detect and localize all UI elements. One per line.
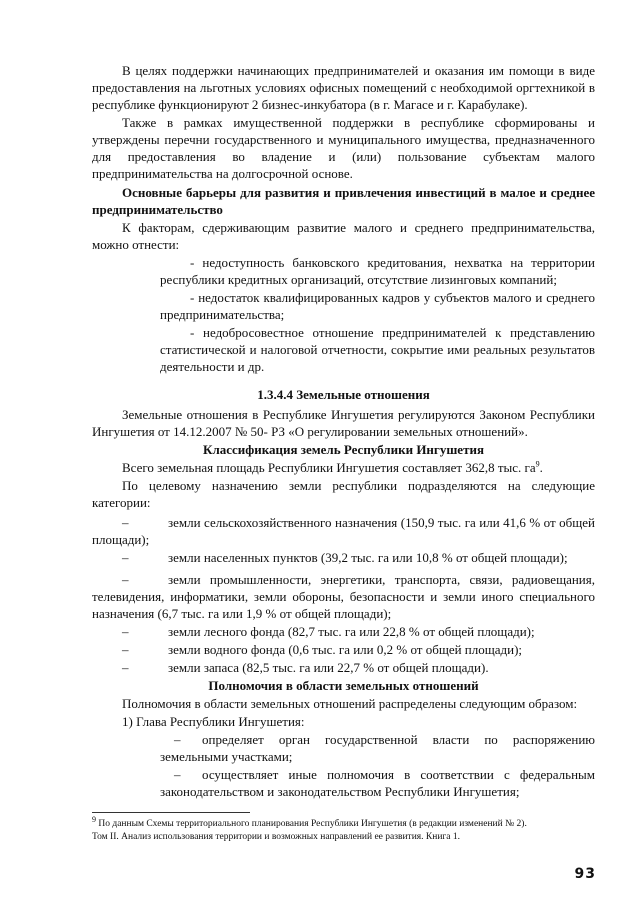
- land-category-item: [92, 623, 595, 640]
- barrier-item: - недобросовестное отношение предпринимателей к представлению статистической и налоговой отчетности, сокрытие ими реальных результатов деятельности и др.: [160, 325, 595, 374]
- barrier-item: - недоступность банковского кредитования, нехватка на территории республики кредитных организаций, отсутствие лизинговых компаний;: [160, 255, 595, 287]
- land-category-text: земли населенных пунктов (39,2 тыс. га или 10,8 % от общей площади);: [168, 550, 568, 565]
- land-category-text: земли водного фонда (0,6 тыс. га или 0,2 % от общей площади);: [168, 642, 523, 657]
- paragraph-factors-intro: К факторам, сдерживающим развитие малого и среднего предпринимательства, можно отнести:: [92, 220, 595, 252]
- paragraph-business-incubators: В целях поддержки начинающих предпринимателей и оказания им помощи в виде предоставления на льготных условиях офисных помещений с необходимой оргтехникой в республике функционируют 2 бизнес-инкубатора (в г. Магасе и г. Карабулаке).: [92, 63, 595, 112]
- paragraph-total-area: [92, 459, 595, 476]
- land-category-item: [92, 659, 595, 676]
- power-text: осуществляет иные полномочия в соответствии с федеральным законодательством и законодательством Республики Ингушетия;: [160, 767, 595, 799]
- dash-marker: –: [122, 572, 129, 587]
- paragraph-categories-intro: По целевому назначению земли республики подразделяются на следующие категории:: [92, 478, 595, 510]
- land-category-item: [92, 549, 595, 566]
- land-category-item: [92, 514, 595, 548]
- footnote-line-2: Том II. Анализ использования территории и возможных направлений ее развития. Книга 1.: [92, 832, 461, 842]
- power-text: определяет орган государственной власти по распоряжению земельными участками;: [160, 732, 595, 764]
- paragraph-head-of-republic: 1) Глава Республики Ингушетия:: [122, 714, 305, 729]
- dash-marker: –: [174, 732, 181, 747]
- land-category-text: земли промышленности, энергетики, транспорта, связи, радиовещания, телевидения, информатики, земли обороны, безопасности и земли иного специального назначения (6,7 тыс. га или 1,9 % от общей площади);: [92, 572, 595, 621]
- section-heading-land-relations: 1.3.4.4 Земельные отношения: [257, 387, 430, 402]
- footnote-divider: [92, 812, 250, 813]
- dash-marker: –: [122, 642, 129, 657]
- land-category-text: земли сельскохозяйственного назначения (150,9 тыс. га или 41,6 % от общей площади);: [92, 515, 595, 547]
- land-category-item: [92, 641, 595, 658]
- footnote-line-1: [92, 814, 595, 831]
- land-category-item: [92, 571, 595, 622]
- dash-marker: –: [122, 660, 129, 675]
- paragraph-land-law: Земельные отношения в Республике Ингушетия регулируются Законом Республики Ингушетия от 14.12.2007 № 50- РЗ «О регулировании земельных отношений».: [92, 407, 595, 439]
- land-category-text: земли лесного фонда (82,7 тыс. га или 22,8 % от общей площади);: [168, 624, 535, 639]
- page-number: 93: [574, 866, 596, 882]
- section-heading-powers: Полномочия в области земельных отношений: [208, 678, 479, 693]
- section-heading-land-classification: Классификация земель Республики Ингушетия: [203, 442, 484, 457]
- paragraph-powers-intro: Полномочия в области земельных отношений распределены следующим образом:: [122, 696, 578, 711]
- power-item: [160, 731, 595, 765]
- section-heading-barriers: Основные барьеры для развития и привлечения инвестиций в малое и среднее предпринимательство: [92, 185, 595, 217]
- barrier-item: - недостаток квалифицированных кадров у субъектов малого и среднего предпринимательства;: [160, 290, 595, 322]
- footnote-ref: 9: [535, 459, 540, 469]
- dash-marker: –: [122, 515, 129, 530]
- dash-marker: –: [122, 550, 129, 565]
- sentence-end: .: [539, 460, 543, 475]
- land-category-text: земли запаса (82,5 тыс. га или 22,7 % от общей площади).: [168, 660, 489, 675]
- footnote-text-1: По данным Схемы территориального планирования Республики Ингушетия (в редакции изменений № 2).: [98, 819, 527, 829]
- total-area-text: Всего земельная площадь Республики Ингушетия составляет 362,8 тыс. га: [122, 460, 536, 475]
- dash-marker: –: [174, 767, 181, 782]
- dash-marker: –: [122, 624, 129, 639]
- footnote-mark: 9: [92, 814, 96, 824]
- power-item: [160, 766, 595, 800]
- paragraph-property-support: Также в рамках имущественной поддержки в республике сформированы и утверждены перечни государственного и муниципального имущества, предназначенного для предоставления во владение и (или) пользование субъектам малого предпринимательства на долгосрочной основе.: [92, 115, 595, 181]
